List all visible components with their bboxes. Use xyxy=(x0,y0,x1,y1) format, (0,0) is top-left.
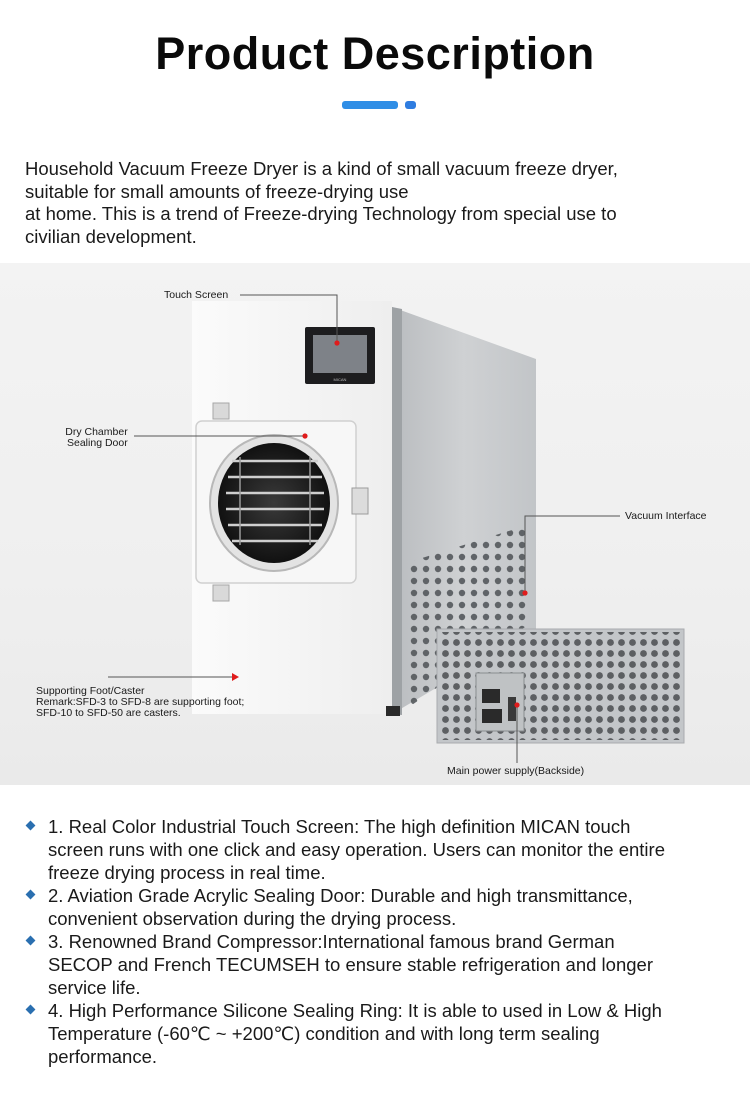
diamond-bullet-icon xyxy=(26,1005,36,1015)
label-supporting-foot: Supporting Foot/Caster Remark:SFD-3 to SFD-8 are supporting foot; SFD-10 to SFD-50 are casters. xyxy=(36,685,245,719)
feature-list xyxy=(25,815,740,1068)
list-item: 1. Real Color Industrial Touch Screen: The high definition MICAN touch screen runs with one click and easy operation. Users can monitor the entire freeze drying process in real time. xyxy=(25,815,740,884)
page-title: Product Description xyxy=(155,28,595,79)
product-figure xyxy=(0,263,750,785)
intro-paragraph xyxy=(25,158,730,248)
intro-line: Household Vacuum Freeze Dryer is a kind of small vacuum freeze dryer, xyxy=(25,158,618,179)
list-item: 2. Aviation Grade Acrylic Sealing Door: Durable and high transmittance, convenient observation during the drying process. xyxy=(25,884,740,930)
list-item: 3. Renowned Brand Compressor:International famous brand German SECOP and French TECUMSEH to ensure stable refrigeration and longer service life. xyxy=(25,930,740,999)
label-sealing-door: Dry Chamber Sealing Door xyxy=(65,426,128,449)
intro-line: suitable for small amounts of freeze-drying use xyxy=(25,180,409,202)
diamond-bullet-icon xyxy=(26,890,36,900)
intro-line: at home. This is a trend of Freeze-drying Technology from special use to xyxy=(25,203,617,224)
supporting-foot xyxy=(386,706,400,716)
diamond-bullet-icon xyxy=(26,821,36,831)
screen-brand: MICAN xyxy=(333,377,347,382)
label-main-power: Main power supply(Backside) xyxy=(447,765,585,777)
title-accent-dot xyxy=(405,101,416,109)
intro-line: civilian development. xyxy=(25,225,197,247)
title-accent-bar xyxy=(342,101,398,109)
label-vacuum-interface: Vacuum Interface xyxy=(625,510,707,522)
diamond-bullet-icon xyxy=(26,936,36,946)
label-touch-screen: Touch Screen xyxy=(164,289,229,301)
power-socket xyxy=(482,689,500,703)
list-item: 4. High Performance Silicone Sealing Ring: It is able to used in Low & High Temperature (-60℃ ~ +200℃) condition and with long term sealing performance. xyxy=(25,999,740,1068)
